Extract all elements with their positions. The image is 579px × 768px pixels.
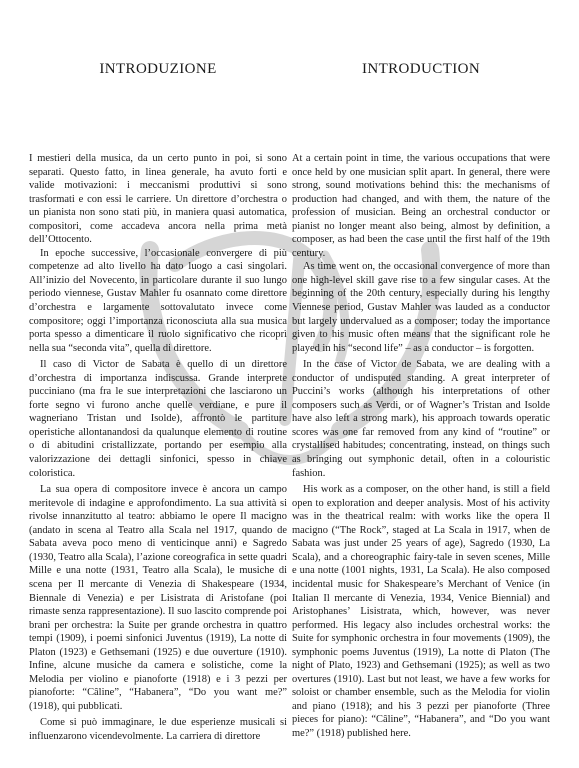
english-paragraph-2: As time went on, the occasional convergence of more than one high-level skill gave rise to a few singular cases. At the beginning of the 20th century, especially during his lengthy Viennese period, Gustav Mahler was lauded as a conductor but largely undervalued as a composer; today the importance given to his music often means that the significant role he played in his “second life” – as a conductor – is forgotten. — [292, 261, 550, 354]
english-paragraph-4: His work as a composer, on the other hand, is still a field open to exploration and deeper analysis. Most of his activity was in the theatrical realm: with works like the opera Il macigno (“The Rock”, staged at La Scala in 1917, when de Sabata was just under 25 years of age), Sagredo (1930, La Scala), and a choreographic fairy-tale in seven scenes, Mille e una notte (1001 nights, 1931, La Scala). He also composed incidental music for Shakespeare’s Merchant of Venice (in Italian Il mercante di Venezia, 1934, Venice Biennial) and Aristophanes’ Lisistrata, which, however, was never performed. His legacy also includes orchestral works: the Suite for symphonic orchestra in four movements (1909), the symphonic poems Juventus (1919), La notte di Platon (The night of Plato, 1923) and Gethsemani (1925); as well as two overtures (1910). Last but not least, we have a few works for soloist or chamber ensemble, such as the Melodia for violin and piano (1918); and his 3 pezzi per pianoforte (Three pieces for piano): “Câline”, “Habanera”, and “Do you want me?” (1918) published here. — [292, 484, 550, 739]
italian-paragraph-2: In epoche successive, l’occasionale convergere di più competenze ad alto livello ha dato luogo a casi singolari. All’inizio del Novecento, in particolare durante il suo lungo periodo viennese, Gustav Mahler fu osannato come direttore d’orchestra e largamente sottovalutato invece come compositore; oggi l’importanza riconosciuta alla sua musica porta spesso a dimenticare il ruolo significativo che ricoprì nella sua “seconda vita”, quella di direttore. — [29, 247, 287, 354]
italian-paragraph-5: Come si può immaginare, le due esperienze musicali si influenzarono vicendevolmente. La carriera di direttore — [29, 717, 287, 742]
italian-paragraph-3: Il caso di Victor de Sabata è quello di un direttore d’orchestra di importanza indiscussa. Grande interprete pucciniano (ma fra le sue interpretazioni che lasciarono un forte segno vi furono anche quelle verdiane, e pure il wagneriano Tristan und Isolde), affrontò le partiture operistiche allontanandosi da qualunque elemento di routine o di abitudini cristallizzate, portando per esempio alla valorizzazione dei dettagli sinfonici, spesso in chiave coloristica. — [29, 359, 287, 479]
heading-english: INTRODUCTION — [361, 61, 481, 77]
english-paragraph-3: In the case of Victor de Sabata, we are dealing with a conductor of undisputed standing. A great interpreter of Puccini’s works (although his interpretations of other composers such as Verdi, or of Wagner’s Tristan and Isolde have also left a strong mark), his approach towards operatic scores was one far removed from any kind of “routine” or crystallised habitudes; concentrating, instead, on things such as bringing out symphonic detail, often in a colouristic fashion. — [292, 359, 550, 479]
english-paragraph-1: At a certain point in time, the various occupations that were once held by one musician split apart. In general, there were strong, sound motivations behind this: the mechanisms of production had changed, and with them, the nature of the profession of musician. Being an orchestral conductor or pianist no longer meant also being, almost by definition, a composer, as had been the case until the first half of the 19th century. — [292, 153, 550, 259]
english-column — [292, 152, 550, 741]
italian-paragraph-4: La sua opera di compositore invece è ancora un campo meritevole di indagine e approfondimento. La sua attività si rivolse innanzitutto al teatro: abbiamo le opere Il macigno (andato in scena al Teatro alla Scala nel 1917, quando de Sabata aveva poco meno di venticinque anni) e Sagredo (1930, Teatro alla Scala), l’azione coreografica in sette quadri Mille e una notte (1931, Teatro alla Scala), le musiche di scena per Il mercante di Venezia di Shakespeare (1934, Biennale di Venezia) e per Lisistrata di Aristofane (poi rimaste senza rappresentazione). Il suo lascito comprende poi brani per orchestra: la Suite per grande orchestra in quattro tempi (1909), i poemi sinfonici Juventus (1919), La notte di Platon (1923) e Gethsemani (1925) e due ouverture (1910). Infine, alcune musiche da camera e solistiche, come la Melodia per violino e pianoforte (1918) e i 3 pezzi per pianoforte: “Câline”, “Habanera”, “Do you want me?” (1918), qui pubblicati. — [29, 484, 287, 712]
italian-column — [29, 152, 287, 744]
italian-paragraph-1: I mestieri della musica, da un certo punto in poi, si sono separati. Questo fatto, in linea generale, ha avuto forti e valide motivazioni: i meccanismi produttivi si sono trasformati e con essi le carriere. Un direttore d’orchestra o un pianista non sono stati più, in maniera quasi automatica, compositori, come accadeva ancora nella prima metà dell’Ottocento. — [29, 153, 287, 246]
heading-italian: INTRODUZIONE — [99, 61, 217, 77]
